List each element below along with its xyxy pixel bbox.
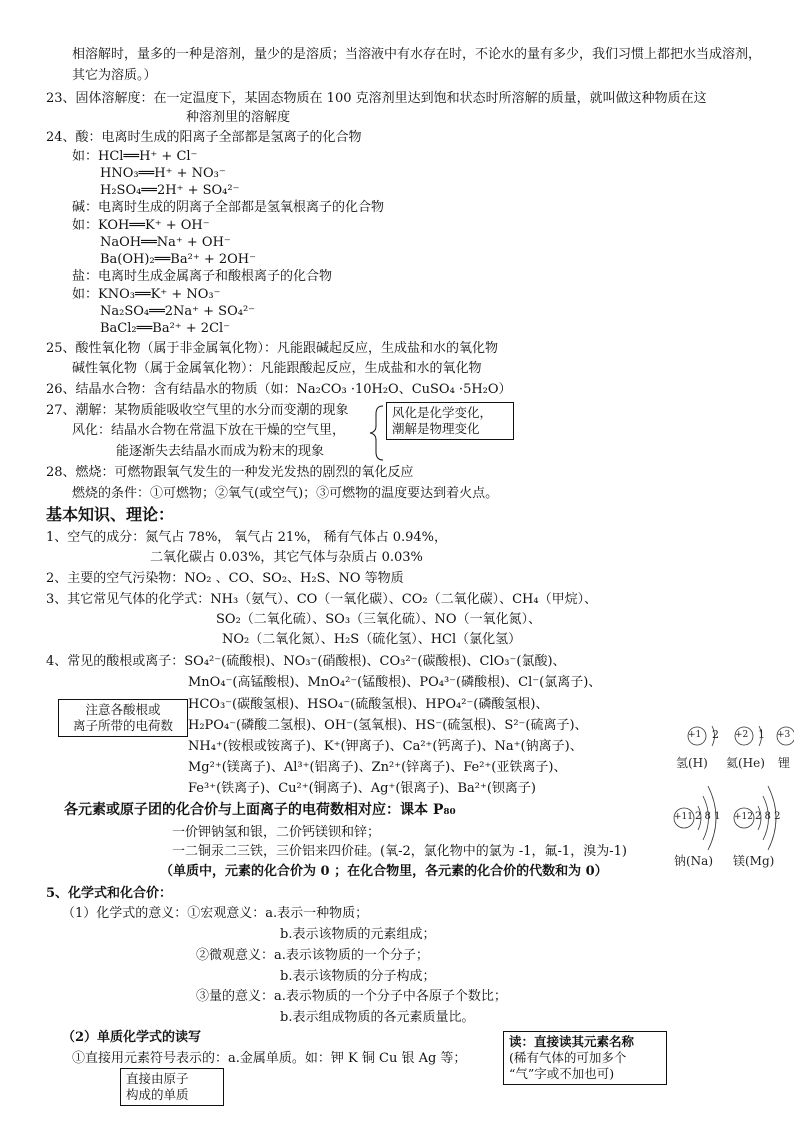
note-line: 离子所带的电荷数: [72, 718, 173, 733]
na-label: 钠(Na): [674, 854, 714, 868]
item-27: 27、潮解：某物质能吸收空气里的水分而变潮的现象: [46, 403, 349, 418]
equation: 如：KOH══K⁺ + OH⁻: [72, 218, 210, 233]
equation: H₂SO₄══2H⁺ + SO₄²⁻: [100, 183, 240, 198]
note-line: 潮解是物理变化: [392, 421, 480, 436]
mg-nucleus-charge: +12: [734, 812, 753, 822]
text-line: 能逐渐失去结晶水而成为粉末的现象: [116, 444, 325, 459]
li-nucleus-charge: +3: [777, 730, 791, 740]
section-heading: 基本知识、理论：: [46, 505, 175, 524]
text-line: 种溶剂里的溶解度: [186, 110, 291, 125]
na-nucleus-charge: +11: [674, 812, 693, 822]
equation: HNO₃══H⁺ + NO₃⁻: [100, 166, 226, 181]
equation: 如：KNO₃══K⁺ + NO₃⁻: [72, 287, 221, 302]
text-line: b.表示组成物质的各元素质量比。: [280, 1010, 475, 1025]
ion-line: MnO₄⁻(高锰酸根)、MnO₄²⁻(锰酸根)、PO₄³⁻(磷酸根)、Cl⁻(氯离子)、: [188, 675, 602, 690]
formula-meaning: （1）化学式的意义：①宏观意义：a.表示一种物质；: [62, 906, 369, 921]
equation: Na₂SO₄══2Na⁺ + SO₄²⁻: [100, 304, 256, 319]
valence-rhyme: 一二铜汞二三铁，三价铝来四价硅。(氧-2，氯化物中的氯为 -1，氟-1，溴为-1): [172, 844, 627, 859]
he-electrons: 1: [758, 728, 765, 741]
text-line: b.表示该物质的分子构成；: [280, 969, 436, 984]
valence-rhyme: 一价钾钠氢和银，二价钙镁钡和锌；: [172, 825, 381, 840]
mg-electrons: 2 8 2: [755, 811, 781, 822]
ion-line: Fe³⁺(铁离子)、Cu²⁺(铜离子)、Ag⁺(银离子)、Ba²⁺(钡离子): [188, 781, 536, 796]
knowledge-2: 2、主要的空气污染物：NO₂ 、CO、SO₂、H₂S、NO 等物质: [46, 571, 404, 586]
ion-line: NH₄⁺(铵根或铵离子)、K⁺(钾离子)、Ca²⁺(钙离子)、Na⁺(钠离子)、: [188, 739, 583, 754]
note-line: 构成的单质: [126, 1087, 189, 1102]
text-line: ①直接用元素符号表示的：a.金属单质。如：钾 K 铜 Cu 银 Ag 等；: [72, 1051, 467, 1066]
h-label: 氢(H): [676, 756, 708, 770]
note-line: 直接由原子: [126, 1071, 189, 1086]
elemental-formula-heading: （2）单质化学式的读写: [62, 1030, 202, 1045]
knowledge-1: 1、空气的成分：氮气占 78%， 氧气占 21%， 稀有气体占 0.94%，: [46, 530, 448, 545]
knowledge-4: 4、常见的酸根或离子：SO₄²⁻(硫酸根)、NO₃⁻(硝酸根)、CO₃²⁻(碳酸根)、ClO₃⁻(氯酸)、: [46, 654, 566, 669]
text-line: 二氧化碳占 0.03%，其它气体与杂质占 0.03%: [150, 550, 423, 565]
ion-line: HCO₃⁻(碳酸氢根)、HSO₄⁻(硫酸氢根)、HPO₄²⁻(磷酸氢根)、: [188, 697, 549, 712]
item-23: 23、固体溶解度：在一定温度下，某固态物质在 100 克溶剂里达到饱和状态时所溶解的质量，就叫做这种物质在这: [46, 91, 707, 106]
note-line: 风化是化学变化，: [392, 405, 493, 420]
note-line: “气”字或不加也可): [509, 1066, 615, 1081]
mg-label: 镁(Mg): [733, 854, 775, 868]
equation: BaCl₂══Ba²⁺ + 2Cl⁻: [100, 321, 231, 336]
knowledge-3: 3、其它常见气体的化学式：NH₃（氨气）、CO（一氧化碳）、CO₂（二氧化碳）、CH₄（甲烷）、: [46, 592, 598, 607]
item-24: 24、酸：电离时生成的阳离子全部都是氢离子的化合物: [46, 130, 362, 145]
h-electrons: 2: [712, 728, 719, 741]
text-line: 碱性氧化物（属于金属氧化物）：凡能跟酸起反应，生成盐和水的氧化物: [72, 361, 482, 376]
equation: NaOH══Na⁺ + OH⁻: [100, 235, 231, 250]
valence-heading: 各元素或原子团的化合价与上面离子的电荷数相对应：课本 P₈₀: [64, 802, 456, 818]
text-line: 其它为溶质。）: [72, 68, 157, 83]
item-26: 26、结晶水合物：含有结晶水的物质（如：Na₂CO₃ ·10H₂O、CuSO₄ ·5H₂O）: [46, 382, 512, 397]
text-line: b.表示该物质的元素组成；: [280, 927, 436, 942]
equation: 如：HCl══H⁺ + Cl⁻: [72, 149, 198, 164]
item-28: 28、燃烧：可燃物跟氧气发生的一种发光发热的剧烈的氧化反应: [46, 465, 414, 480]
li-label: 锂: [778, 756, 791, 770]
item-25: 25、酸性氧化物（属于非金属氧化物）：凡能跟碱起反应，生成盐和水的氧化物: [46, 341, 499, 356]
text-line: ③量的意义：a.表示物质的一个分子中各原子个数比；: [196, 989, 507, 1004]
ion-line: H₂PO₄⁻(磷酸二氢根)、OH⁻(氢氧根)、HS⁻(硫氢根)、S²⁻(硫离子)、: [188, 718, 588, 733]
text-line: 燃烧的条件：①可燃物；②氧气(或空气)；③可燃物的温度要达到着火点。: [72, 486, 499, 501]
equation: Ba(OH)₂══Ba²⁺ + 2OH⁻: [100, 252, 256, 267]
text-line: ②微观意义：a.表示该物质的一个分子；: [196, 948, 429, 963]
base-definition: 碱：电离时生成的阴离子全部都是氢氧根离子的化合物: [72, 200, 385, 215]
valence-rule: （单质中，元素的化合价为 0 ；在化合物里，各元素的化合价的代数和为 0）: [160, 864, 608, 879]
ion-line: Mg²⁺(镁离子)、Al³⁺(铝离子)、Zn²⁺(锌离子)、Fe²⁺(亚铁离子)、: [188, 760, 567, 775]
h-nucleus-charge: +1: [688, 730, 702, 740]
salt-definition: 盐：电离时生成金属离子和酸根离子的化合物: [72, 269, 333, 284]
text-line: NO₂（二氧化氮）、H₂S（硫化氢）、HCl（氯化氢）: [222, 632, 522, 647]
note-line: (稀有气体的可加多个: [509, 1050, 627, 1065]
knowledge-5: 5、化学式和化合价：: [46, 886, 173, 901]
text-line: SO₂（二氧化硫）、SO₃（三氧化硫）、NO（一氧化氮）、: [216, 612, 542, 627]
brace-shape: [370, 406, 383, 460]
text-line: 相溶解时，量多的一种是溶剂，量少的是溶质；当溶液中有水存在时，不论水的量有多少，我们习惯上都把水当成溶剂，: [72, 47, 762, 62]
he-nucleus-charge: +2: [735, 730, 749, 740]
he-label: 氦(He): [726, 756, 765, 770]
note-line: 读：直接读其元素名称: [509, 1034, 635, 1049]
text-line: 风化：结晶水合物在常温下放在干燥的空气里，: [72, 423, 346, 438]
na-electrons: 2 8 1: [695, 811, 721, 822]
note-line: 注意各酸根或: [85, 702, 161, 717]
